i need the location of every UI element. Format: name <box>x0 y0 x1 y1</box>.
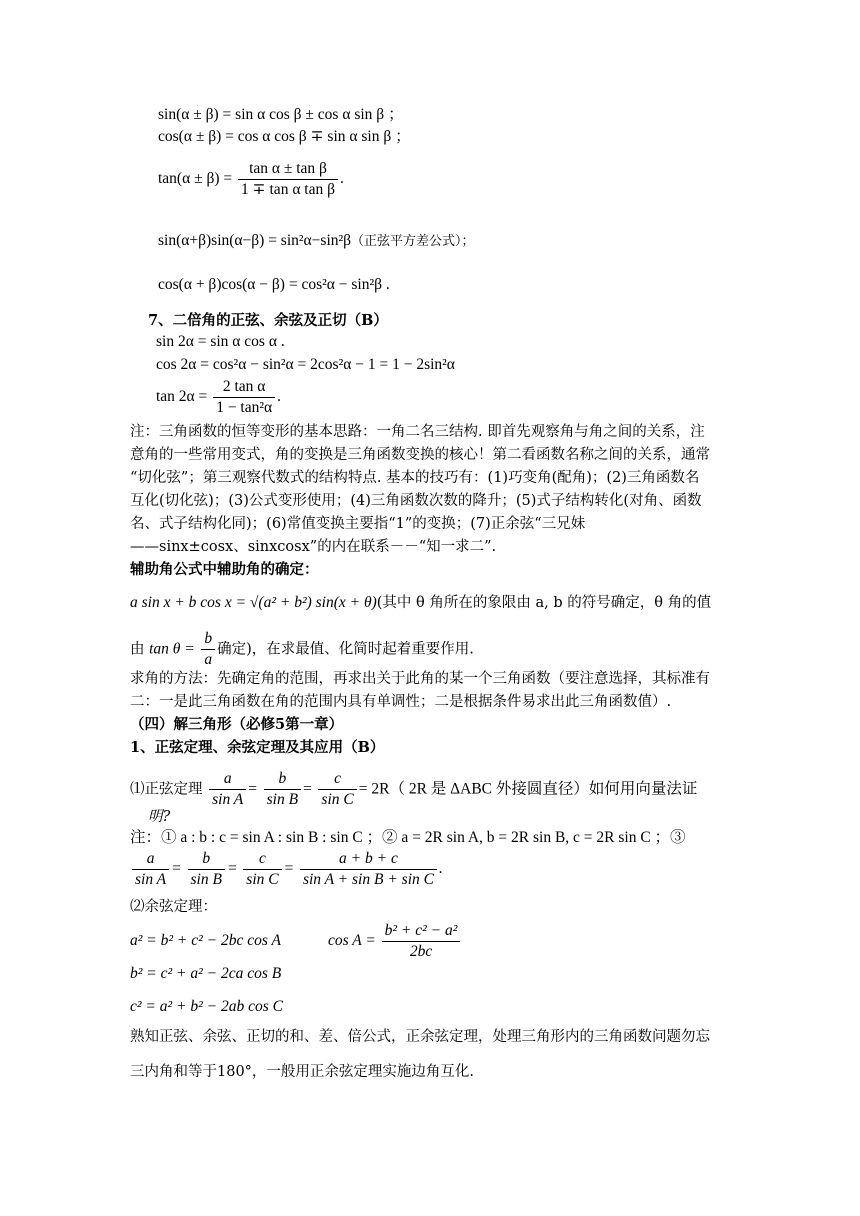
cosA-numerator: b² + c² − a² <box>382 922 461 942</box>
note-line-6: ——sinx±cosx、sinxcosx”的内在联系－－“知一求二”. <box>130 539 497 555</box>
c-over-sinC-denominator: sin C <box>321 791 354 808</box>
a-over-sinA <box>209 770 246 809</box>
tan-double-denominator: 1 − tan²α <box>216 399 273 416</box>
section4-heading: （四）解三角形（必修5第一章） <box>130 716 344 733</box>
ratio-sum-line: $\frac{a}{\text{sin A}}$ = $\frac{b}{\text{sin B}}$ = $\frac{c}{\text{sin C}}$ = $\frac{a + b + c}{\text{sin A + sin B + sin C}}$ . <box>130 850 443 889</box>
b-over-a-denominator: a <box>204 651 213 668</box>
tan-sum-denominator: 1 ∓ tan α tan β <box>241 181 336 198</box>
sin-square-diff-note: （正弦平方差公式）； <box>351 233 475 248</box>
section4-sub1: 1、正弦定理、余弦定理及其应用（B） <box>130 739 385 756</box>
sine-law-tail-2: 明? <box>148 809 171 825</box>
ratio-b <box>188 850 225 889</box>
cos-law-c: c² = a² + b² − 2ab cos C <box>130 998 283 1015</box>
sine-law-notes: 注：① a : b : c = sin A : sin B : sin C ；② a = 2R sin A, b = 2R sin B, c = 2R sin C ；③ <box>130 829 686 846</box>
a-over-sinA-numerator: a <box>209 770 246 790</box>
note-line-4: 互化(切化弦)；(3)公式变形使用；(4)三角函数次数的降升；(5)式子结构转化(对角、函数 <box>130 493 702 509</box>
aux-text-2-prefix: 由 <box>130 641 145 658</box>
tan-sum-fraction <box>238 160 338 199</box>
ratio-a-denominator: sin A <box>135 871 167 888</box>
note-line-3: “切化弦”；第三观察代数式的结构特点. 基本的技巧有：(1)巧变角(配角)；(2)三角函数名 <box>130 470 700 486</box>
sine-law-tail: = 2R（ 2R 是 ΔABC 外接圆直径）如何用向量法证 <box>358 780 698 798</box>
ratio-sum-denominator: sin A + sin B + sin C <box>302 871 434 888</box>
cosA-lhs: cos A = <box>328 932 376 950</box>
formula-sin-square-diff <box>158 232 475 250</box>
aux-text-2-suffix: 确定)，在求最值、化简时起着重要作用. <box>217 641 474 658</box>
cos-law-a: a² = b² + c² − 2bc cos A <box>130 932 281 949</box>
formula-sin-sum: sin(α ± β) = sin α cos β ± cos α sin β ； <box>158 106 404 123</box>
cos-law-b: b² = c² + a² − 2ca cos B <box>130 965 282 982</box>
b-over-sinB <box>264 770 301 809</box>
tan-theta: tan θ = <box>149 640 195 658</box>
ratio-c-denominator: sin C <box>246 871 279 888</box>
aux-text-1: (其中 θ 角所在的象限由 a, b 的符号确定，θ 角的值 <box>376 595 712 611</box>
note-line-1: 注：三角函数的恒等变形的基本思路：一角二名三结构. 即首先观察角与角之间的关系，注 <box>130 424 705 440</box>
ratio-b-numerator: b <box>188 850 225 870</box>
formula-tan-sum: tan(α ± β) = $\frac{\text{tan α ± tan β}}{\text{1 ∓ tan α tan β}}$ . <box>158 160 344 198</box>
cosA-formula <box>328 922 462 961</box>
aux-formula-line <box>130 594 711 612</box>
aux-formula: a sin x + b cos x = √(a² + b²) sin(x + θ) <box>130 594 377 611</box>
ratio-a <box>132 850 169 889</box>
cos-law-label: ⑵余弦定理： <box>130 899 217 915</box>
ratio-a-numerator: a <box>132 850 169 870</box>
b-over-sinB-denominator: sin B <box>266 791 299 808</box>
tan-double-lhs: tan 2α = <box>156 388 208 406</box>
sine-law-label: ⑴正弦定理 <box>130 781 203 798</box>
note-line-5: 名、式子结构化同)；(6)常值变换主要指“1”的变换；(7)正余弦“三兄妹 <box>130 516 586 532</box>
cosA-fraction <box>382 922 461 961</box>
final-line-1: 熟知正弦、余弦、正切的和、差、倍公式，正余弦定理，处理三角形内的三角函数问题勿忘 <box>130 1029 710 1045</box>
angle-method-line-1: 求角的方法：先确定角的范围，再求出关于此角的某一个三角函数（要注意选择，其标准有 <box>130 671 710 687</box>
note-line-2: 意角的一些常用变式，角的变换是三角函数变换的核心！第二看函数名称之间的关系，通常 <box>130 447 710 463</box>
aux-heading: 辅助角公式中辅助角的确定： <box>130 561 319 578</box>
tan-double-fraction <box>213 378 275 417</box>
ratio-sum <box>300 850 437 889</box>
sine-law-line: ⑴正弦定理 $\frac{a}{\text{sin A}}$ = $\frac{b}{\text{sin B}}$ = $\frac{c}{\text{sin C}}$ = 2R（ 2R 是 ΔABC 外接圆直径）如何用向量法证 <box>130 770 698 808</box>
angle-method-line-2: 二：一是此三角函数在角的范围内具有单调性；二是根据条件易求出此三角函数值）. <box>130 694 672 710</box>
tan-double-numerator: 2 tan α <box>213 378 275 398</box>
tan-sum-lhs: tan(α ± β) = <box>158 170 233 188</box>
formula-cos-sum: cos(α ± β) = cos α cos β ∓ sin α sin β ； <box>158 128 411 145</box>
formula-cos-square-diff: cos(α + β)cos(α − β) = cos²α − sin²β . <box>158 276 390 293</box>
ratio-c <box>243 850 281 889</box>
aux-determine-line <box>130 630 474 669</box>
formula-cos-double: cos 2α = cos²α − sin²α = 2cos²α − 1 = 1 − 2sin²α <box>156 356 455 373</box>
formula-tan-double: tan 2α = $\frac{\text{2 tan α}}{\text{1 − tan²α}}$ . <box>156 378 282 416</box>
b-over-sinB-numerator: b <box>264 770 301 790</box>
section7-heading: 7、二倍角的正弦、余弦及正切（B） <box>148 312 388 329</box>
b-over-a-numerator: b <box>201 630 215 650</box>
sin-square-diff: sin(α+β)sin(α−β) = sin²α−sin²β <box>158 232 352 249</box>
tan-sum-numerator: tan α ± tan β <box>238 160 338 180</box>
formula-sin-double: sin 2α = sin α cos α . <box>156 333 285 350</box>
final-line-2: 三内角和等于180°，一般用正余弦定理实施边角互化. <box>130 1064 475 1080</box>
c-over-sinC-numerator: c <box>318 770 356 790</box>
ratio-b-denominator: sin B <box>190 871 222 888</box>
b-over-a-fraction <box>201 630 215 669</box>
c-over-sinC <box>318 770 356 809</box>
ratio-sum-numerator: a + b + c <box>300 850 437 870</box>
ratio-c-numerator: c <box>243 850 281 870</box>
a-over-sinA-denominator: sin A <box>212 791 244 808</box>
cosA-denominator: 2bc <box>409 943 433 960</box>
